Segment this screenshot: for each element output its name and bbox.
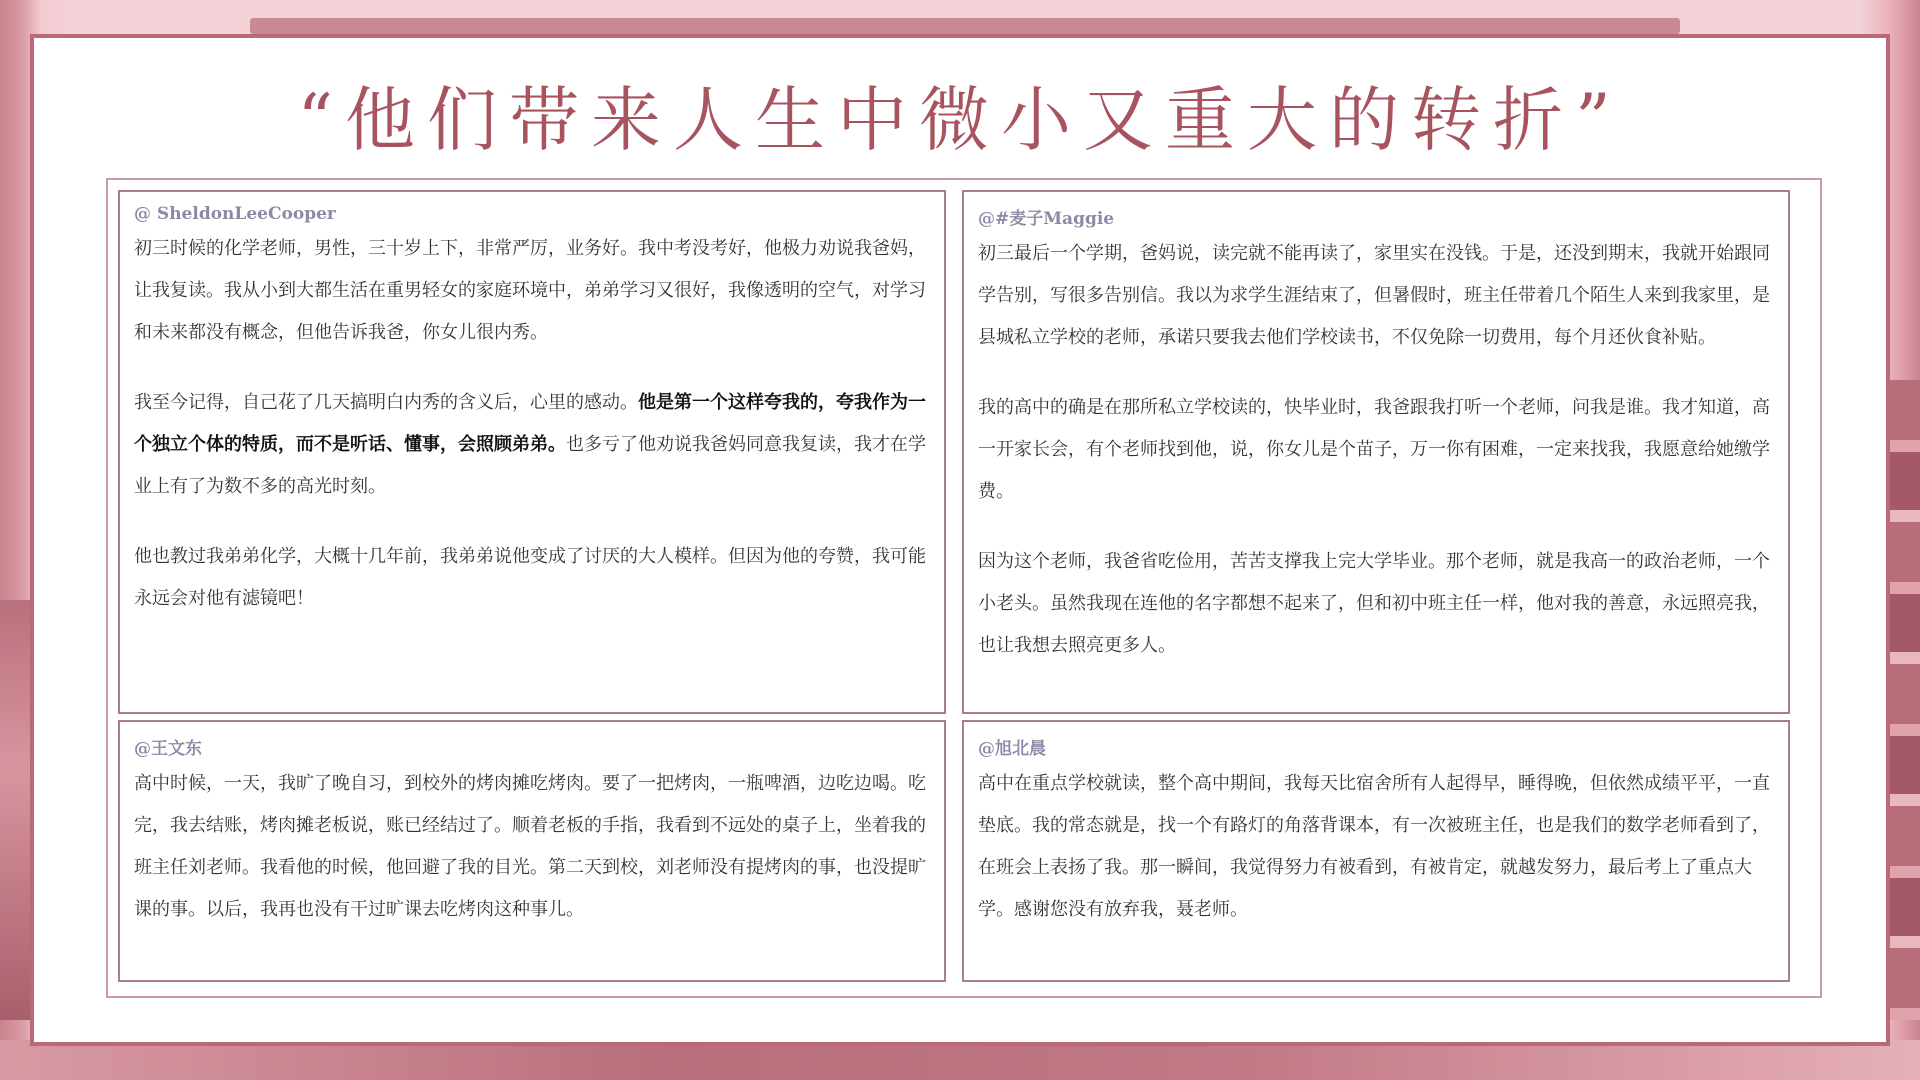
card-paragraph: 因为这个老师，我爸省吃俭用，苦苦支撑我上完大学毕业。那个老师，就是我高一的政治老师，一个小老头。虽然我现在连他的名字都想不起来了，但和初中班主任一样，他对我的善意，永远照亮我，也让我想去照亮更多人。 [978,551,1770,656]
paragraph-text: 也多亏了他劝说我爸妈同意我复读，我才在学业上有了为数不多的高光时刻。 [134,434,926,497]
paragraph-bold-text: 他是第一个这样夸我的，夸我作为一个独立个体的特质，而不是听话、懂事，会照顾弟弟。 [134,392,926,455]
card-paragraph: 高中时候，一天，我旷了晚自习，到校外的烤肉摊吃烤肉。要了一把烤肉，一瓶啤酒，边吃边喝。吃完，我去结账，烤肉摊老板说，账已经结过了。顺着老板的手指，我看到不远处的桌子上，坐着我的班主任刘老师。我看他的时候，他回避了我的目光。第二天到校，刘老师没有提烤肉的事，也没提旷课的事。以后，我再也没有干过旷课去吃烤肉这种事儿。 [134,773,926,920]
card-paragraph [134,382,930,508]
background-shelf-top [250,18,1680,34]
card-paragraph: 初三时候的化学老师，男性，三十岁上下，非常严厉，业务好。我中考没考好，他极力劝说我爸妈，让我复读。我从小到大都生活在重男轻女的家庭环境中，弟弟学习又很好，我像透明的空气，对学习和未来都没有概念，但他告诉我爸，你女儿很内秀。 [134,238,926,343]
story-card [962,720,1790,982]
slide-frame [30,34,1890,1046]
story-card [962,190,1790,714]
card-paragraph: 他也教过我弟弟化学，大概十几年前，我弟弟说他变成了讨厌的大人模样。但因为他的夸赞，我可能永远会对他有滤镜吧！ [134,546,926,609]
card-author: @王文东 [134,739,202,759]
card-paragraph: 初三最后一个学期，爸妈说，读完就不能再读了，家里实在没钱。于是，还没到期末，我就开始跟同学告别，写很多告别信。我以为求学生涯结束了，但暑假时，班主任带着几个陌生人来到我家里，是县城私立学校的老师，承诺只要我去他们学校读书，不仅免除一切费用，每个月还伙食补贴。 [978,243,1770,348]
card-author: @ SheldonLeeCooper [134,204,336,224]
background-bottom [0,1040,1920,1080]
paragraph-text: 我至今记得，自己花了几天搞明白内秀的含义后，心里的感动。 [134,392,638,413]
story-card [118,720,946,982]
card-paragraph: 我的高中的确是在那所私立学校读的，快毕业时，我爸跟我打听一个老师，问我是谁。我才知道，高一开家长会，有个老师找到他，说，你女儿是个苗子，万一你有困难，一定来找我，我愿意给她缴学费。 [978,397,1770,502]
card-author: @#麦子Maggie [978,209,1115,229]
slide-title: “他们带来人生中微小又重大的转折” [297,79,1623,161]
story-card [118,190,946,714]
card-author: @旭北晨 [978,739,1046,759]
card-paragraph: 高中在重点学校就读，整个高中期间，我每天比宿舍所有人起得早，睡得晚，但依然成绩平平，一直垫底。我的常态就是，找一个有路灯的角落背课本，有一次被班主任，也是我们的数学老师看到了，在班会上表扬了我。那一瞬间，我觉得努力有被看到，有被肯定，就越发努力，最后考上了重点大学。感谢您没有放弃我，聂老师。 [978,773,1770,920]
